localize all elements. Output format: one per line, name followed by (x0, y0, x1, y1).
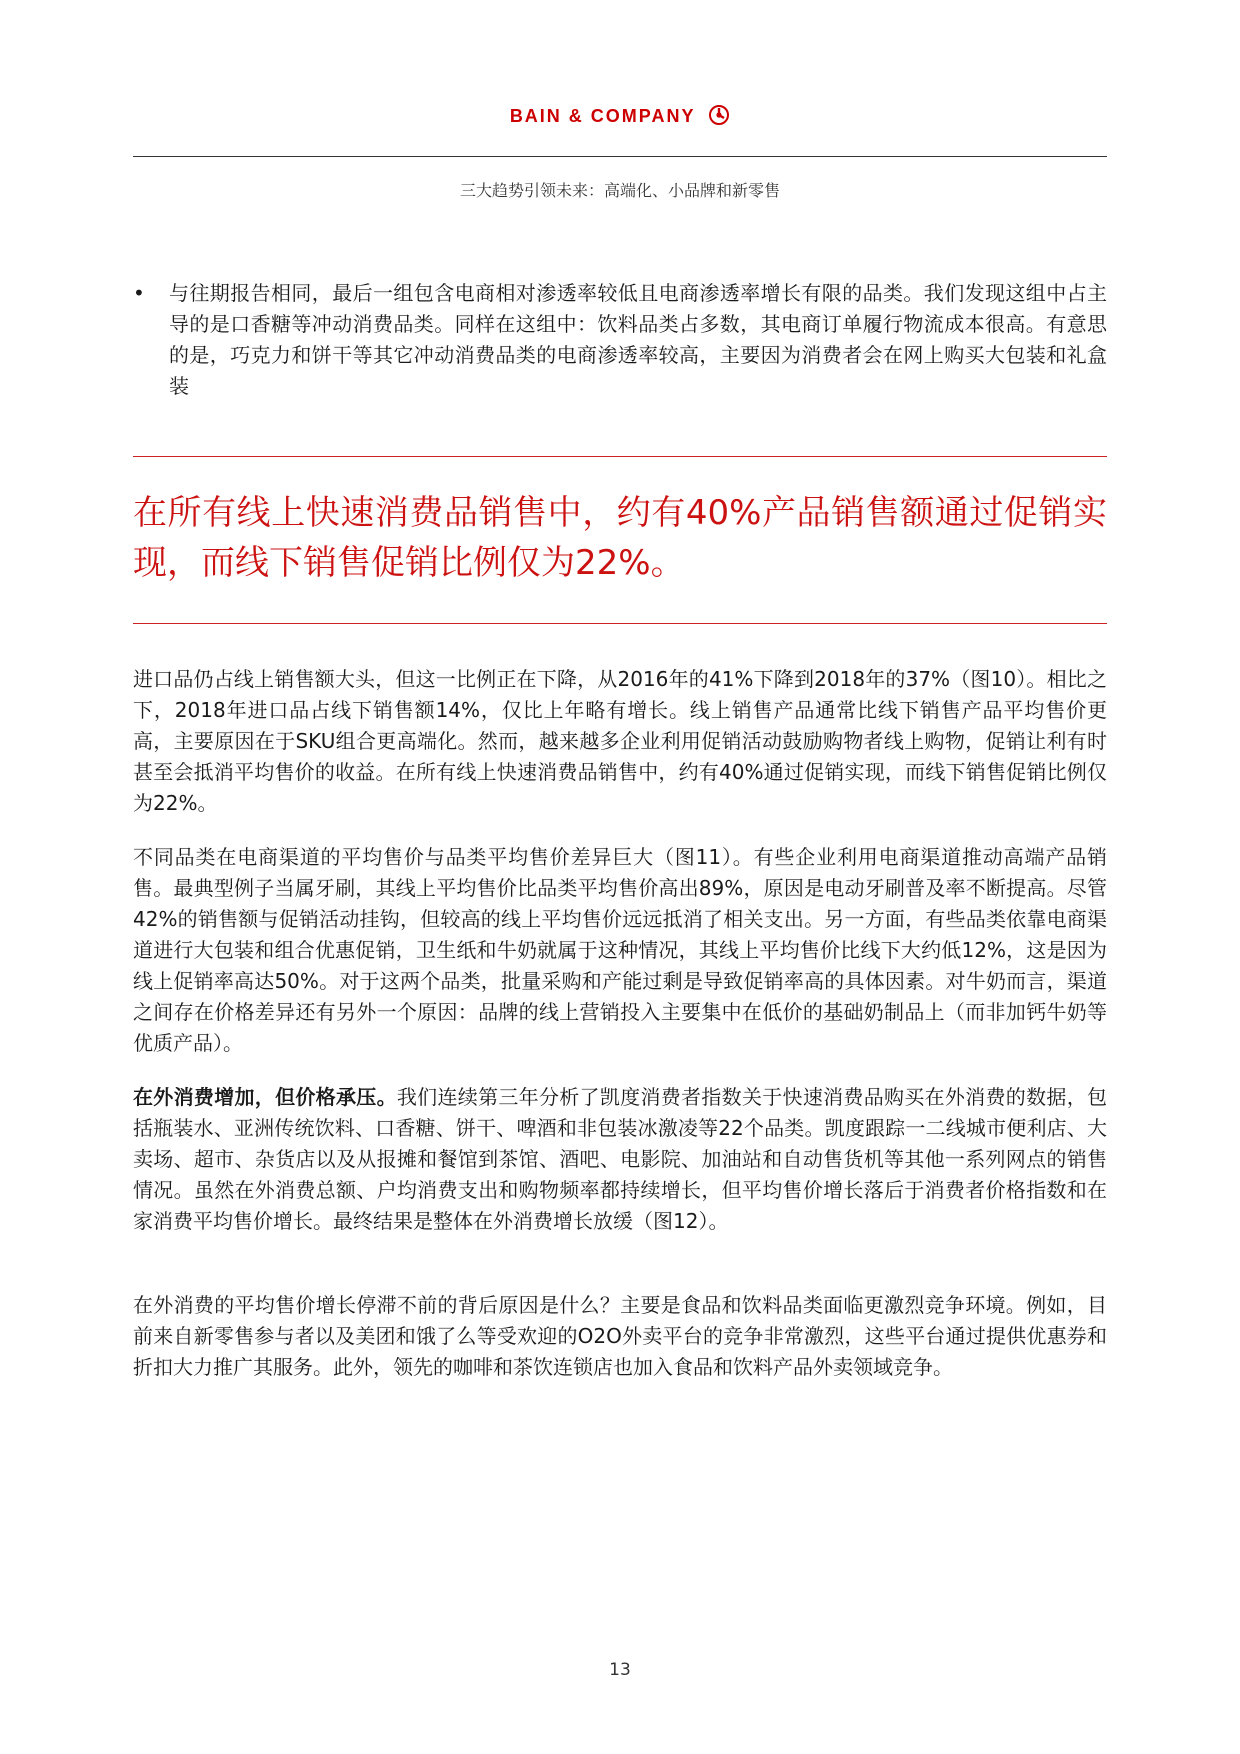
header-divider (133, 156, 1107, 157)
brand-name: BAIN & COMPANY (509, 106, 696, 126)
bullet-text: 与往期报告相同，最后一组包含电商相对渗透率较低且电商渗透率增长有限的品类。我们发现这组中占主导的是口香糖等冲动消费品类。同样在这组中：饮料品类占多数，其电商订单履行物流成本很高。有意思的是，巧克力和饼干等其它冲动消费品类的电商渗透率较高，主要因为消费者会在网上购买大包装和礼盒装 (169, 281, 1107, 398)
pullquote: 在所有线上快速消费品销售中，约有40%产品销售额通过促销实现，而线下销售促销比例仅为22%。 (133, 493, 1107, 583)
paragraph-out-of-home-body: 我们连续第三年分析了凯度消费者指数关于快速消费品购买在外消费的数据，包括瓶装水、亚洲传统饮料、口香糖、饼干、啤酒和非包装冰激凌等22个品类。凯度跟踪一二线城市便利店、大卖场、超市、杂货店以及从报摊和餐馆到茶馆、酒吧、电影院、加油站和自动售货机等其他一系列网点的销售情况。虽然在外消费总额、户均消费支出和购物频率都持续增长，但平均售价增长落后于消费者价格指数和在家消费平均售价增长。最终结果是整体在外消费增长放缓（图12）。 (133, 1085, 1108, 1233)
bullet-marker: • (133, 281, 145, 305)
brand-logo (0, 106, 1240, 127)
paragraph-imports: 进口品仍占线上销售额大头，但这一比例正在下降，从2016年的41%下降到2018年的37%（图10）。相比之下，2018年进口品占线下销售额14%，仅比上年略有增长。线上销售产品通常比线下销售产品平均售价更高，主要原因在于SKU组合更高端化。然而，越来越多企业利用促销活动鼓励购物者线上购物，促销让利有时甚至会抵消平均售价的收益。在所有线上快速消费品销售中，约有40%通过促销实现，而线下销售促销比例仅为22%。 (133, 667, 1107, 815)
running-title: 三大趋势引领未来：高端化、小品牌和新零售 (459, 181, 780, 200)
bullet-item (133, 278, 1107, 402)
bain-circle-logo-icon (708, 104, 730, 126)
pullquote-top-rule (133, 456, 1107, 457)
paragraph-lead-heading: 在外消费增加，但价格承压。 (133, 1085, 397, 1109)
pullquote-bottom-rule (133, 623, 1107, 624)
page-number: 13 (609, 1660, 631, 1680)
paragraph-competition: 在外消费的平均售价增长停滞不前的背后原因是什么？主要是食品和饮料品类面临更激烈竞争环境。例如，目前来自新零售参与者以及美团和饿了么等受欢迎的O2O外卖平台的竞争非常激烈，这些平台通过提供优惠券和折扣大力推广其服务。此外，领先的咖啡和茶饮连锁店也加入食品和饮料产品外卖领域竞争。 (133, 1293, 1107, 1379)
paragraph-category-pricing: 不同品类在电商渠道的平均售价与品类平均售价差异巨大（图11）。有些企业利用电商渠道推动高端产品销售。最典型例子当属牙刷，其线上平均售价比品类平均售价高出89%，原因是电动牙刷普及率不断提高。尽管42%的销售额与促销活动挂钩，但较高的线上平均售价远远抵消了相关支出。另一方面，有些品类依靠电商渠道进行大包装和组合优惠促销，卫生纸和牛奶就属于这种情况，其线上平均售价比线下大约低12%，这是因为线上促销率高达50%。对于这两个品类，批量采购和产能过剩是导致促销率高的具体因素。对牛奶而言，渠道之间存在价格差异还有另外一个原因：品牌的线上营销投入主要集中在低价的基础奶制品上（而非加钙牛奶等优质产品）。 (133, 845, 1107, 1055)
paragraph-out-of-home (133, 1082, 1107, 1237)
